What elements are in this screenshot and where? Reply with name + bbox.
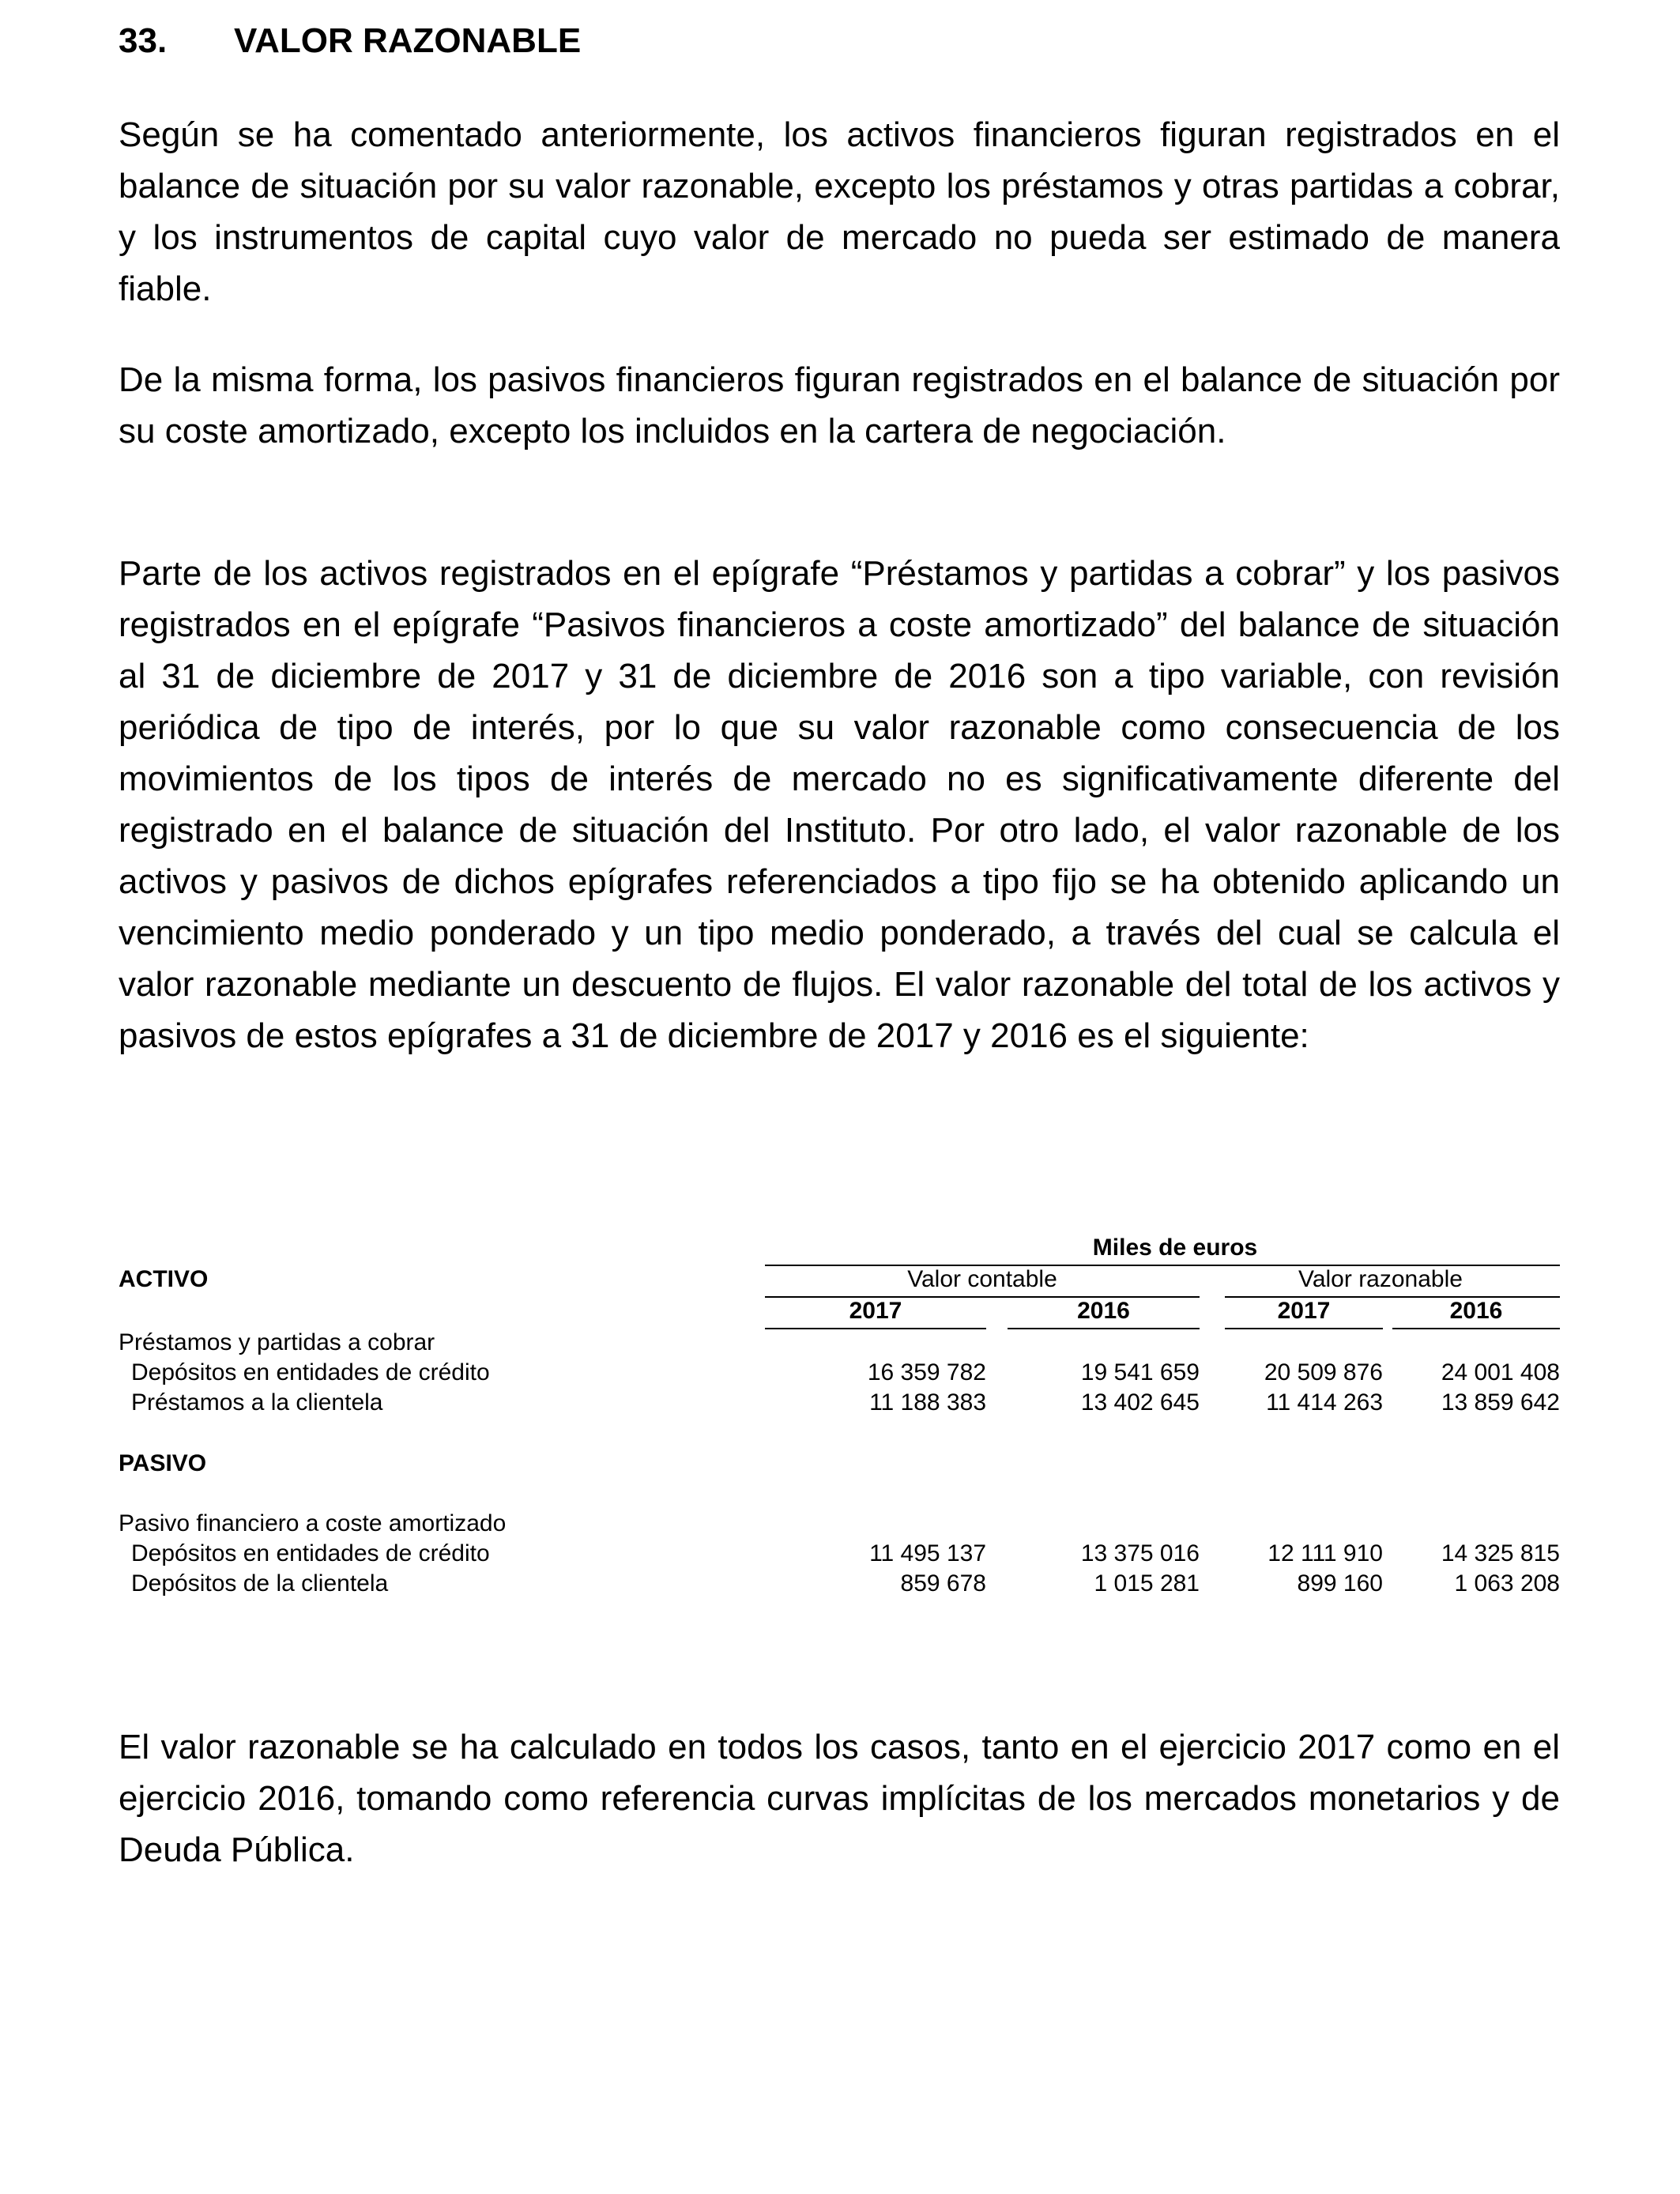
- group-header-valor-razonable: Valor razonable: [1298, 1266, 1463, 1292]
- activo-heading: ACTIVO: [119, 1266, 209, 1292]
- table-cell: 11 188 383: [869, 1389, 986, 1416]
- divider: [1225, 1328, 1383, 1329]
- section-title: VALOR RAZONABLE: [234, 21, 582, 60]
- year-header: 2017: [1277, 1298, 1331, 1324]
- table-cell: 13 402 645: [1080, 1389, 1200, 1416]
- section-number: 33.: [119, 21, 168, 60]
- table-cell: 11 414 263: [1266, 1389, 1383, 1416]
- divider: [765, 1328, 986, 1329]
- table-cell: 899 160: [1297, 1570, 1383, 1596]
- unit-header: Miles de euros: [1092, 1235, 1258, 1261]
- fair-value-table: [119, 1233, 1560, 1612]
- table-cell: 13 375 016: [1080, 1540, 1200, 1566]
- table-cell: 14 325 815: [1441, 1540, 1560, 1566]
- divider: [1392, 1328, 1560, 1329]
- table-cell: 12 111 910: [1268, 1540, 1383, 1566]
- table-cell: 13 859 642: [1441, 1389, 1560, 1416]
- year-header: 2017: [849, 1298, 902, 1324]
- table-cell: 19 541 659: [1080, 1359, 1200, 1385]
- table-cell: 1 015 281: [1094, 1570, 1200, 1596]
- paragraph: El valor razonable se ha calculado en todos los casos, tanto en el ejercicio 2017 como en el ejercicio 2016, tomando como referencia curvas implícitas de los mercados monetarios y de Deuda Pública.: [119, 1728, 1560, 1869]
- pasivo-heading: PASIVO: [119, 1450, 207, 1476]
- table-row-label: Depósitos en entidades de crédito: [131, 1540, 490, 1566]
- table-row-label: Depósitos en entidades de crédito: [131, 1359, 490, 1385]
- pasivo-group-label: Pasivo financiero a coste amortizado: [119, 1510, 507, 1536]
- section-heading: [119, 17, 581, 65]
- table-cell: 859 678: [900, 1570, 986, 1596]
- group-header-valor-contable: Valor contable: [907, 1266, 1057, 1292]
- paragraph: De la misma forma, los pasivos financieros figuran registrados en el balance de situación por su coste amortizado, excepto los incluidos en la cartera de negociación.: [119, 360, 1560, 450]
- paragraph: Según se ha comentado anteriormente, los activos financieros figuran registrados en el balance de situación por su valor razonable, excepto los préstamos y otras partidas a cobrar, y los instrumentos de capital cuyo valor de mercado no pueda ser estimado de manera fiable.: [119, 115, 1560, 308]
- table-cell: 1 063 208: [1454, 1570, 1560, 1596]
- table-cell: 24 001 408: [1441, 1359, 1560, 1385]
- year-header: 2016: [1077, 1298, 1130, 1324]
- table-cell: 20 509 876: [1264, 1359, 1383, 1385]
- paragraph: Parte de los activos registrados en el epígrafe “Préstamos y partidas a cobrar” y los pasivos registrados en el epígrafe “Pasivos financieros a coste amortizado” del balance de situación al 31 de diciembre de 2017 y 31 de diciembre de 2016 son a tipo variable, con revisión periódica de tipo de interés, por lo que su valor razonable como consecuencia de los movimientos de los tipos de interés de mercado no es significativamente diferente del registrado en el balance de situación del Instituto. Por otro lado, el valor razonable de los activos y pasivos de dichos epígrafes referenciados a tipo fijo se ha obtenido aplicando un vencimiento medio ponderado y un tipo medio ponderado, a través del cual se calcula el valor razonable mediante un descuento de flujos. El valor razonable del total de los activos y pasivos de estos epígrafes a 31 de diciembre de 2017 y 2016 es el siguiente:: [119, 554, 1560, 1055]
- divider: [1008, 1328, 1200, 1329]
- year-header: 2016: [1449, 1298, 1503, 1324]
- table-row-label: Depósitos de la clientela: [131, 1570, 389, 1596]
- table-row-label: Préstamos a la clientela: [131, 1389, 383, 1416]
- table-cell: 16 359 782: [867, 1359, 986, 1385]
- activo-group-label: Préstamos y partidas a cobrar: [119, 1329, 435, 1355]
- table-cell: 11 495 137: [869, 1540, 986, 1566]
